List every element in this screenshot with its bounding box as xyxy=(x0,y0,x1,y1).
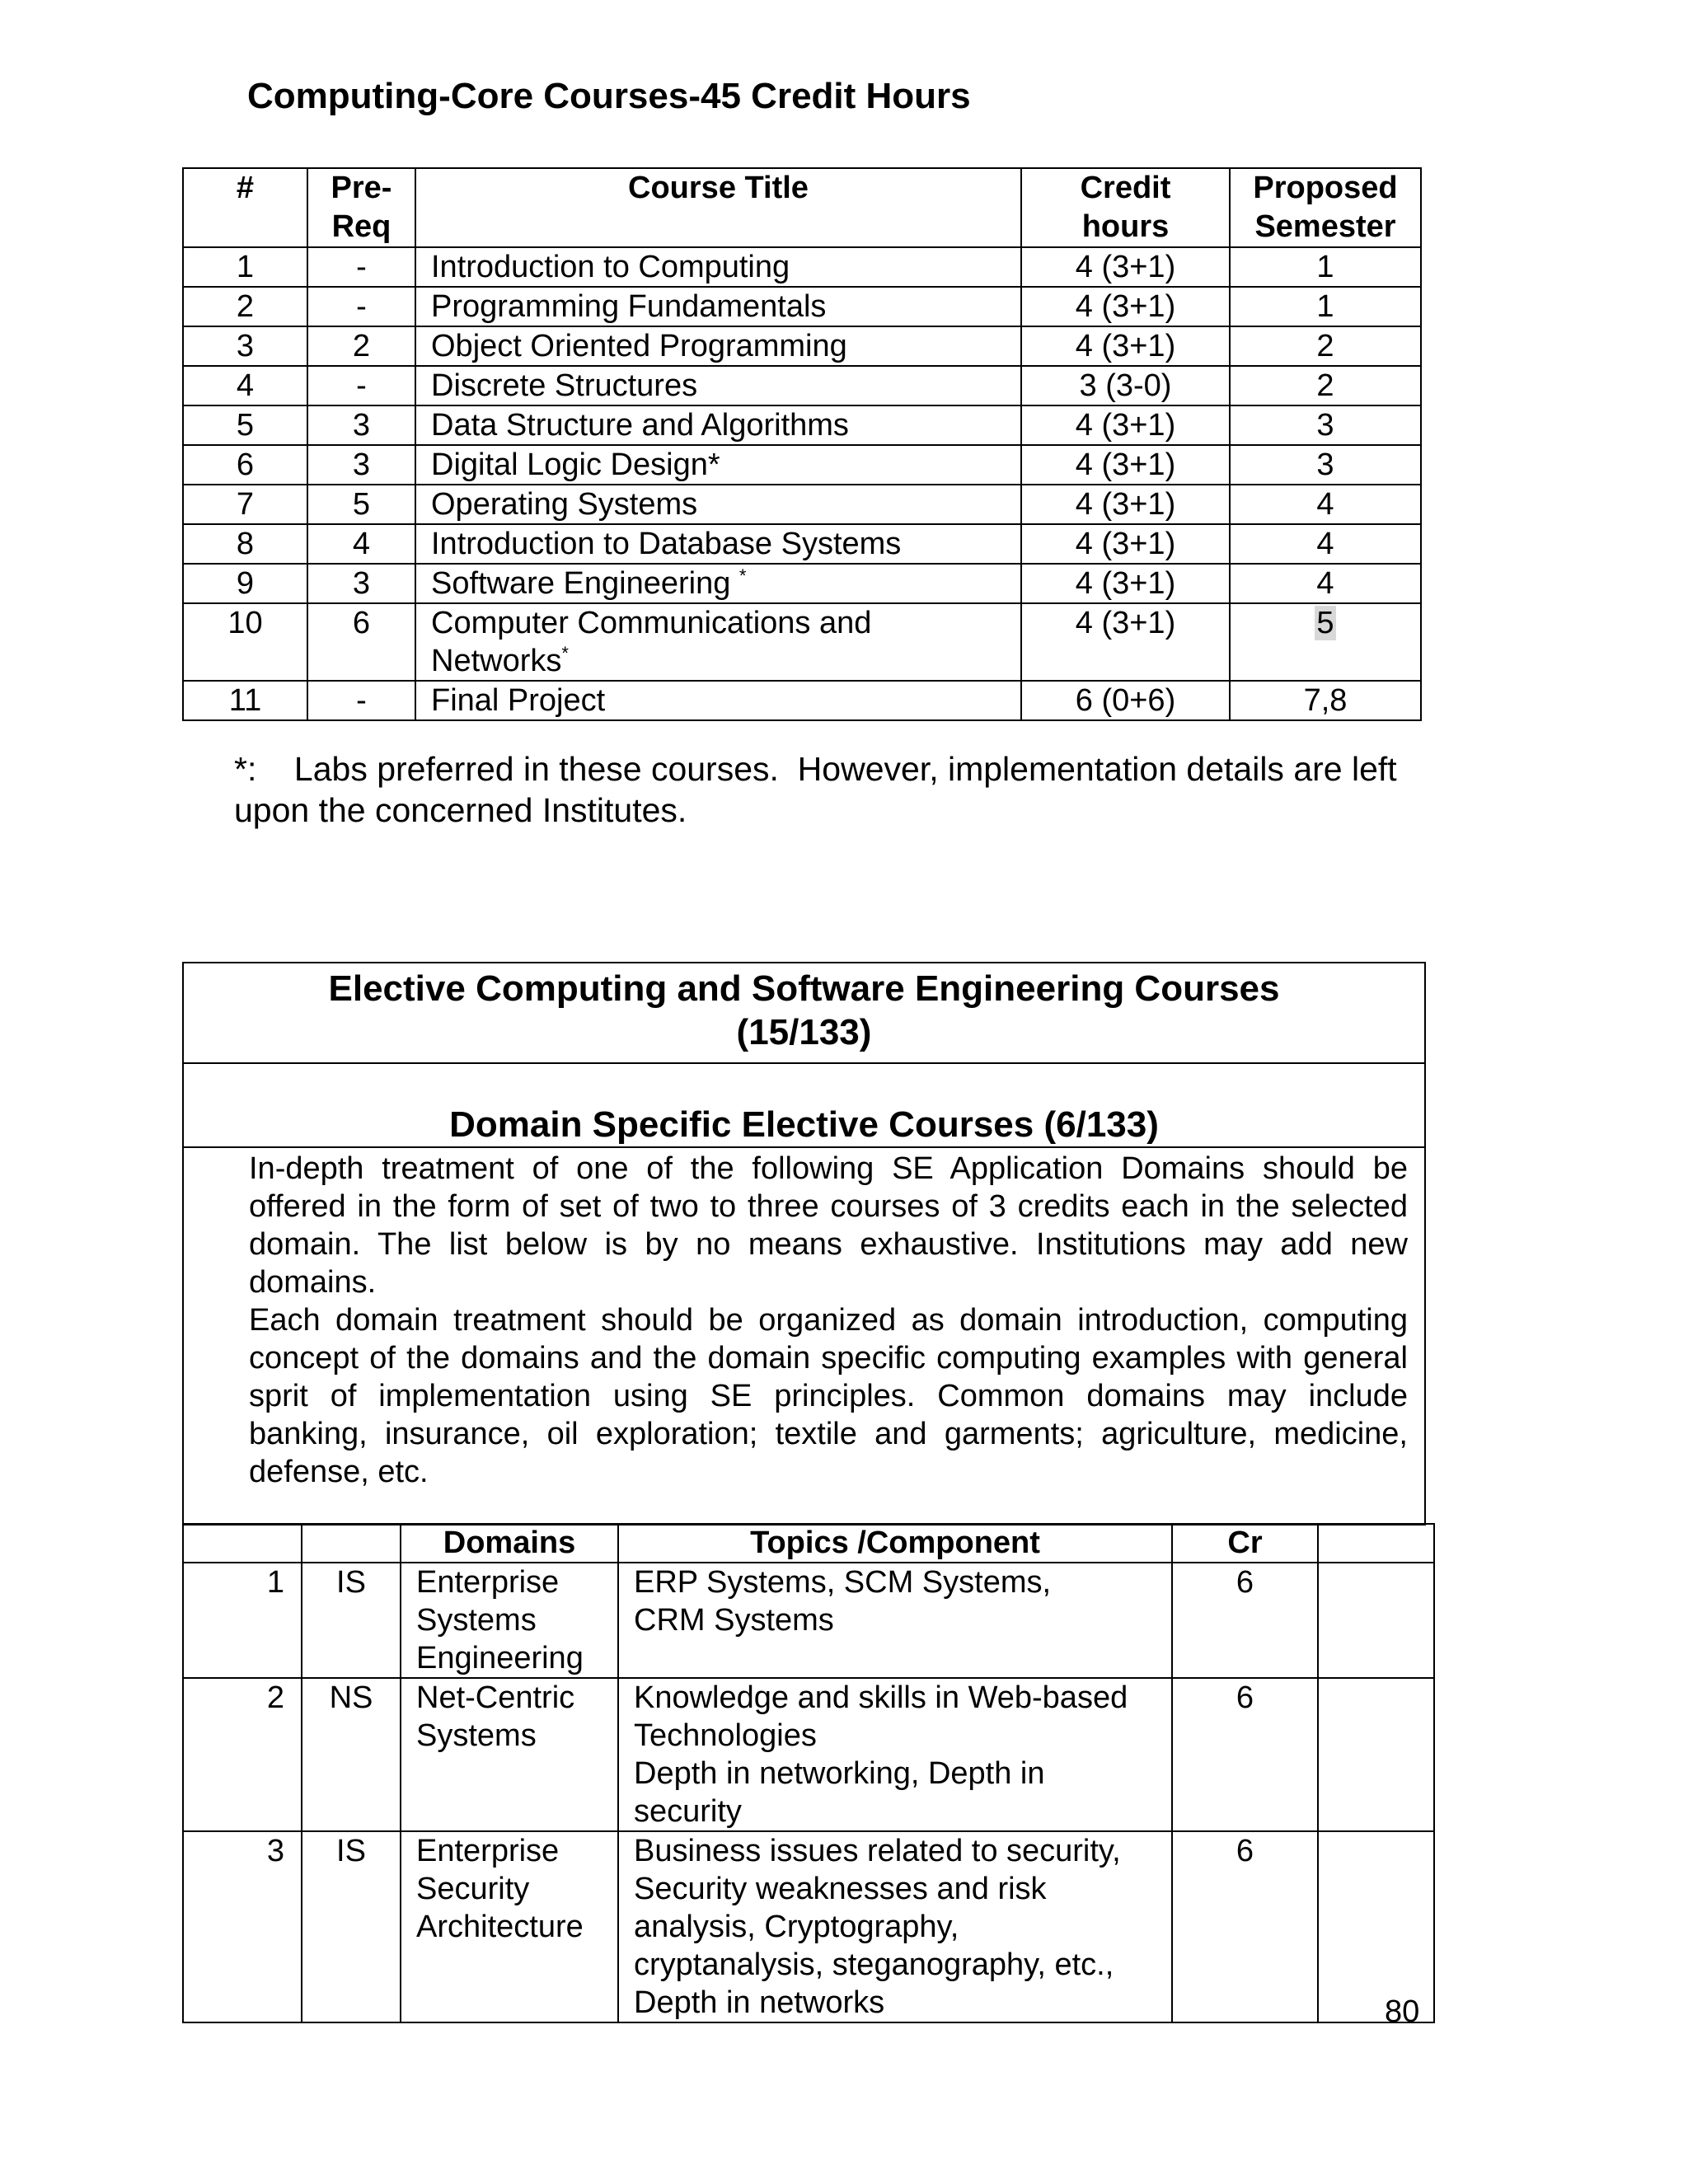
cell-prereq: 4 xyxy=(307,524,415,564)
cell-num: 3 xyxy=(183,1831,302,2022)
cell-num: 2 xyxy=(183,287,307,326)
header-semester: Proposed Semester xyxy=(1230,168,1421,247)
cell-prereq: - xyxy=(307,287,415,326)
cell-credit: 4 (3+1) xyxy=(1021,445,1230,485)
cell-num: 4 xyxy=(183,366,307,405)
cell-domain: Enterprise Security Architecture xyxy=(401,1831,618,2022)
cell-credit: 4 (3+1) xyxy=(1021,524,1230,564)
core-courses-table xyxy=(182,167,1422,721)
cell-title: Introduction to Database Systems xyxy=(415,524,1021,564)
cell-num: 11 xyxy=(183,681,307,720)
cell-cr: 6 xyxy=(1172,1831,1318,2022)
cell-credit: 4 (3+1) xyxy=(1021,603,1230,681)
cell-prereq: 3 xyxy=(307,405,415,445)
cell-semester: 2 xyxy=(1230,366,1421,405)
table-row xyxy=(183,445,1421,485)
table-row xyxy=(183,485,1421,524)
cell-domain: Net-Centric Systems xyxy=(401,1678,618,1831)
cell-credit: 4 (3+1) xyxy=(1021,564,1230,603)
cell-topics: Business issues related to security, Security weaknesses and risk analysis, Cryptography, cryptanalysis, steganography, etc., Depth in networks xyxy=(618,1831,1172,2022)
header-course-title: Course Title xyxy=(415,168,1021,247)
description-paragraph: Each domain treatment should be organized as domain introduction, computing concept of the domains and the domain specific computing examples with general sprit of implementation using SE principles. Common domains may include banking, insurance, oil exploration; textile and garments; agriculture, medicine, defense, etc. xyxy=(249,1303,1408,1489)
cell-topics: Knowledge and skills in Web-based Technologies Depth in networking, Depth in security xyxy=(618,1678,1172,1831)
header-domains: Domains xyxy=(401,1524,618,1563)
domain-elective-subtitle: Domain Specific Elective Courses (6/133) xyxy=(183,1063,1425,1147)
table-row xyxy=(183,405,1421,445)
cell-semester: 1 xyxy=(1230,247,1421,287)
page-number: 80 xyxy=(1385,1994,1420,2029)
header-code xyxy=(302,1524,401,1563)
cell-credit: 4 (3+1) xyxy=(1021,326,1230,366)
highlighted-semester: 5 xyxy=(1316,606,1334,640)
header-num: # xyxy=(183,168,307,247)
cell-credit: 6 (0+6) xyxy=(1021,681,1230,720)
cell-extra xyxy=(1318,1563,1434,1678)
labs-footnote: *: Labs preferred in these courses. However, implementation details are left upon the concerned Institutes. xyxy=(234,750,1407,829)
elective-title: Elective Computing and Software Engineering Courses (15/133) xyxy=(183,963,1425,1063)
cell-title: Operating Systems xyxy=(415,485,1021,524)
cell-num: 2 xyxy=(183,1678,302,1831)
elective-description xyxy=(183,1147,1425,1525)
domains-table xyxy=(182,1523,1435,2023)
header-topics: Topics /Component xyxy=(618,1524,1172,1563)
header-credit-hours: Credit hours xyxy=(1021,168,1230,247)
cell-num: 3 xyxy=(183,326,307,366)
cell-prereq: 5 xyxy=(307,485,415,524)
cell-prereq: - xyxy=(307,681,415,720)
cell-credit: 4 (3+1) xyxy=(1021,485,1230,524)
cell-semester: 4 xyxy=(1230,564,1421,603)
cell-title: Software Engineering * xyxy=(415,564,1021,603)
page-heading: Computing-Core Courses-45 Credit Hours xyxy=(247,76,971,116)
cell-num: 10 xyxy=(183,603,307,681)
cell-semester: 7,8 xyxy=(1230,681,1421,720)
cell-prereq: 2 xyxy=(307,326,415,366)
table-row xyxy=(183,1831,1434,2022)
cell-cr: 6 xyxy=(1172,1563,1318,1678)
cell-domain: Enterprise Systems Engineering xyxy=(401,1563,618,1678)
elective-courses-box xyxy=(182,962,1426,1526)
header-cr: Cr xyxy=(1172,1524,1318,1563)
domains-table-header xyxy=(183,1524,1434,1563)
cell-num: 8 xyxy=(183,524,307,564)
cell-prereq: - xyxy=(307,247,415,287)
table-row xyxy=(183,1563,1434,1678)
cell-code: IS xyxy=(302,1563,401,1678)
cell-prereq: 3 xyxy=(307,445,415,485)
cell-title: Discrete Structures xyxy=(415,366,1021,405)
cell-semester: 1 xyxy=(1230,287,1421,326)
cell-semester xyxy=(1230,603,1421,681)
cell-title: Digital Logic Design* xyxy=(415,445,1021,485)
cell-num: 1 xyxy=(183,247,307,287)
core-table-header xyxy=(183,168,1421,247)
cell-num: 1 xyxy=(183,1563,302,1678)
table-row xyxy=(183,326,1421,366)
table-row xyxy=(183,1678,1434,1831)
table-row xyxy=(183,681,1421,720)
cell-semester: 2 xyxy=(1230,326,1421,366)
cell-code: IS xyxy=(302,1831,401,2022)
table-row xyxy=(183,524,1421,564)
header-num xyxy=(183,1524,302,1563)
cell-semester: 4 xyxy=(1230,524,1421,564)
cell-semester: 3 xyxy=(1230,405,1421,445)
cell-credit: 3 (3-0) xyxy=(1021,366,1230,405)
cell-title: Programming Fundamentals xyxy=(415,287,1021,326)
cell-credit: 4 (3+1) xyxy=(1021,405,1230,445)
table-row xyxy=(183,287,1421,326)
cell-title: Introduction to Computing xyxy=(415,247,1021,287)
cell-prereq: - xyxy=(307,366,415,405)
cell-num: 9 xyxy=(183,564,307,603)
cell-topics: ERP Systems, SCM Systems, CRM Systems xyxy=(618,1563,1172,1678)
cell-semester: 3 xyxy=(1230,445,1421,485)
cell-num: 7 xyxy=(183,485,307,524)
cell-prereq: 6 xyxy=(307,603,415,681)
description-paragraph: In-depth treatment of one of the following SE Application Domains should be offered in the form of set of two to three courses of 3 credits each in the selected domain. The list below is by no means exhaustive. Institutions may add new domains. xyxy=(249,1151,1408,1300)
cell-prereq: 3 xyxy=(307,564,415,603)
cell-credit: 4 (3+1) xyxy=(1021,287,1230,326)
cell-title: Object Oriented Programming xyxy=(415,326,1021,366)
cell-title: Computer Communications and Networks* xyxy=(415,603,1021,681)
table-row xyxy=(183,603,1421,681)
cell-cr: 6 xyxy=(1172,1678,1318,1831)
cell-num: 5 xyxy=(183,405,307,445)
table-row xyxy=(183,564,1421,603)
header-prereq: Pre- Req xyxy=(307,168,415,247)
cell-semester: 4 xyxy=(1230,485,1421,524)
cell-code: NS xyxy=(302,1678,401,1831)
cell-num: 6 xyxy=(183,445,307,485)
cell-title: Final Project xyxy=(415,681,1021,720)
cell-credit: 4 (3+1) xyxy=(1021,247,1230,287)
table-row xyxy=(183,366,1421,405)
header-extra xyxy=(1318,1524,1434,1563)
cell-title: Data Structure and Algorithms xyxy=(415,405,1021,445)
cell-extra xyxy=(1318,1678,1434,1831)
table-row xyxy=(183,247,1421,287)
